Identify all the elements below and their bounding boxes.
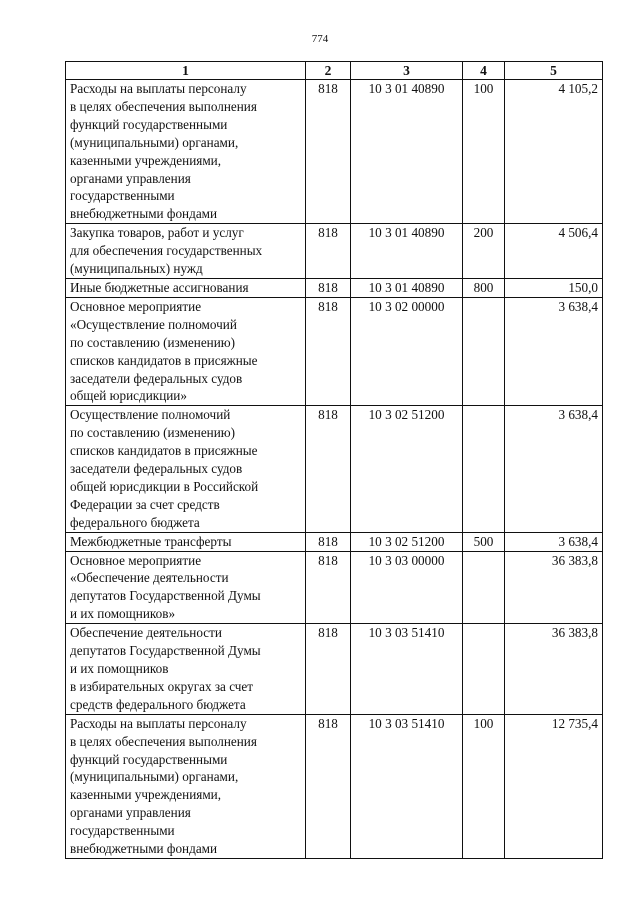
cell-section-text: 10 3 03 51410 [368, 715, 445, 731]
cell-amount-text: 150,0 [568, 279, 598, 295]
cell-name-text: Расходы на выплаты персоналу в целях обеспечения выполнения функций государственными (муниципальными) органами, казенными учреждениями, органами управления государственными внебюджетными фондами [70, 81, 257, 222]
cell-type-text: 200 [473, 225, 494, 241]
cell-code-text: 818 [318, 533, 338, 549]
cell-section-text: 10 3 02 51200 [368, 533, 445, 549]
cell-section [351, 714, 463, 858]
cell-name [66, 532, 306, 551]
cell-code-text: 818 [318, 279, 338, 295]
cell-section-text: 10 3 01 40890 [368, 225, 445, 241]
cell-code-text: 818 [318, 552, 338, 568]
cell-section-text: 10 3 02 51200 [368, 407, 445, 423]
header-cell-amount: 5 [505, 62, 603, 80]
cell-section [351, 624, 463, 715]
cell-amount-text: 3 638,4 [558, 407, 598, 423]
cell-amount-text: 36 383,8 [551, 625, 598, 641]
cell-code [306, 406, 351, 532]
cell-name-text: Основное мероприятие «Осуществление полномочий по составлению (изменению) списков кандидатов в присяжные заседатели федеральных судов общей юрисдикции» [70, 298, 258, 404]
cell-type [463, 714, 505, 858]
cell-amount [505, 551, 603, 624]
page-number: 774 [311, 33, 329, 45]
header-row [66, 62, 603, 80]
cell-code [306, 624, 351, 715]
cell-section [351, 551, 463, 624]
budget-table [65, 61, 603, 859]
cell-section [351, 406, 463, 532]
cell-type-text: 100 [473, 81, 494, 96]
table-row [66, 624, 603, 715]
cell-type-text: 100 [473, 715, 494, 731]
cell-name [66, 406, 306, 532]
table-body [66, 80, 603, 859]
cell-section [351, 278, 463, 297]
cell-type [463, 551, 505, 624]
cell-name [66, 278, 306, 297]
cell-amount-text: 3 638,4 [558, 298, 598, 314]
cell-amount-text: 3 638,4 [558, 533, 598, 549]
cell-section [351, 532, 463, 551]
table-row [66, 406, 603, 532]
cell-code-text: 818 [318, 298, 338, 314]
cell-type [463, 532, 505, 551]
cell-section [351, 80, 463, 224]
cell-amount-text: 12 735,4 [551, 715, 598, 731]
cell-type [463, 80, 505, 224]
cell-type [463, 624, 505, 715]
header-cell-type: 4 [463, 62, 505, 80]
cell-name [66, 551, 306, 624]
table-row [66, 278, 603, 297]
cell-amount [505, 406, 603, 532]
cell-amount [505, 297, 603, 405]
cell-code-text: 818 [318, 715, 338, 731]
cell-code [306, 80, 351, 224]
cell-name-text: Межбюджетные трансферты [70, 533, 232, 549]
cell-amount [505, 278, 603, 297]
cell-code-text: 818 [318, 407, 338, 423]
cell-section [351, 297, 463, 405]
cell-type [463, 297, 505, 405]
cell-code [306, 224, 351, 279]
cell-amount-text: 4 105,2 [558, 81, 598, 96]
cell-amount [505, 80, 603, 224]
cell-name-text: Осуществление полномочий по составлению (изменению) списков кандидатов в присяжные заседатели федеральных судов общей юрисдикции в Российской Федерации за счет средств федерального бюджета [70, 407, 259, 530]
cell-type [463, 224, 505, 279]
cell-type-text: 800 [473, 279, 494, 295]
table-row [66, 532, 603, 551]
cell-code-text: 818 [318, 225, 338, 241]
cell-name-text: Обеспечение деятельности депутатов Государственной Думы и их помощников в избирательных округах за счет средств федерального бюджета [70, 625, 261, 712]
header-cell-code: 2 [306, 62, 351, 80]
cell-code [306, 278, 351, 297]
cell-name [66, 297, 306, 405]
cell-name-text: Расходы на выплаты персоналу в целях обеспечения выполнения функций государственными (муниципальными) органами, казенными учреждениями, органами управления государственными внебюджетными фондами [70, 715, 257, 857]
cell-name-text: Основное мероприятие «Обеспечение деятельности депутатов Государственной Думы и их помощников» [70, 552, 261, 622]
cell-section-text: 10 3 03 51410 [368, 625, 445, 641]
cell-amount [505, 224, 603, 279]
cell-name-text: Закупка товаров, работ и услуг для обеспечения государственных (муниципальных) нужд [70, 225, 263, 277]
cell-section-text: 10 3 01 40890 [368, 81, 445, 96]
cell-section [351, 224, 463, 279]
cell-name-text: Иные бюджетные ассигнования [70, 279, 249, 295]
cell-code [306, 532, 351, 551]
table-row [66, 80, 603, 224]
cell-code [306, 297, 351, 405]
table-row [66, 224, 603, 279]
table-row [66, 714, 603, 858]
cell-amount [505, 714, 603, 858]
cell-type [463, 278, 505, 297]
cell-type-text: 500 [473, 533, 494, 549]
cell-section-text: 10 3 01 40890 [368, 279, 445, 295]
cell-amount [505, 624, 603, 715]
cell-code-text: 818 [318, 81, 338, 96]
cell-code [306, 551, 351, 624]
cell-name [66, 624, 306, 715]
cell-amount [505, 532, 603, 551]
cell-section-text: 10 3 03 00000 [368, 552, 445, 568]
header-cell-section: 3 [351, 62, 463, 80]
cell-type [463, 406, 505, 532]
cell-amount-text: 4 506,4 [558, 225, 598, 241]
table-row [66, 551, 603, 624]
cell-code [306, 714, 351, 858]
cell-name [66, 714, 306, 858]
header-cell-name: 1 [66, 62, 306, 80]
table-row [66, 297, 603, 405]
cell-code-text: 818 [318, 625, 338, 641]
cell-section-text: 10 3 02 00000 [368, 298, 445, 314]
cell-name [66, 224, 306, 279]
cell-name [66, 80, 306, 224]
cell-amount-text: 36 383,8 [551, 552, 598, 568]
